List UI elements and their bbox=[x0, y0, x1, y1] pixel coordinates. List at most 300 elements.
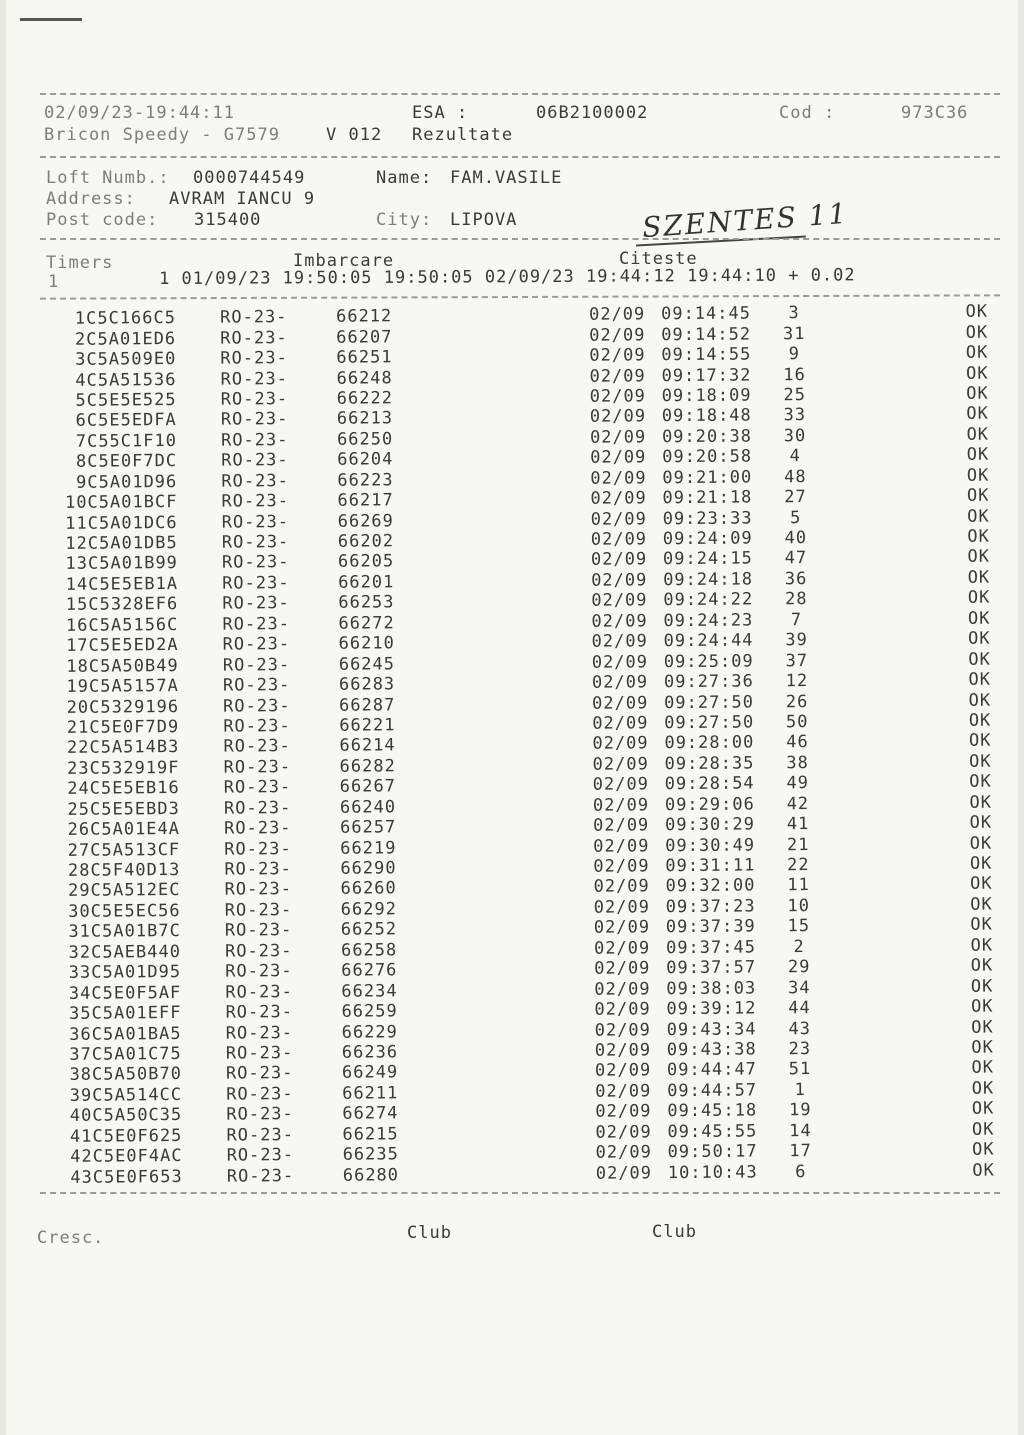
status: OK bbox=[966, 444, 990, 466]
arrival-date: 02/09 bbox=[592, 754, 649, 775]
arrival-date: 02/09 bbox=[594, 999, 651, 1020]
position: 17 bbox=[789, 1141, 812, 1162]
ring-code: C5A01BA5 bbox=[91, 1023, 182, 1045]
ring-series: RO-23- bbox=[220, 368, 289, 390]
ring-number: 66258 bbox=[340, 940, 398, 961]
ring-number: 66283 bbox=[338, 674, 396, 695]
row-index: 7 bbox=[75, 431, 88, 452]
status: OK bbox=[966, 404, 989, 425]
print-datetime: 02/09/23-19:44:11 bbox=[44, 103, 235, 123]
position: 43 bbox=[788, 1018, 811, 1039]
arrival-time: 09:31:11 bbox=[665, 855, 756, 877]
postcode-value: 315400 bbox=[194, 210, 262, 230]
position: 27 bbox=[784, 487, 807, 508]
arrival-time: 09:44:47 bbox=[666, 1059, 757, 1081]
arrival-date: 02/09 bbox=[594, 958, 651, 979]
arrival-time: 09:24:22 bbox=[663, 589, 754, 611]
club-label-1: Club bbox=[407, 1223, 452, 1243]
row-index: 22 bbox=[66, 738, 90, 759]
arrival-time: 09:24:23 bbox=[663, 610, 754, 631]
ring-code: C5A509E0 bbox=[86, 349, 177, 370]
ring-series: RO-23- bbox=[222, 654, 291, 676]
ring-series: RO-23- bbox=[224, 879, 293, 901]
arrival-time: 09:43:38 bbox=[666, 1039, 757, 1061]
ring-number: 66222 bbox=[336, 388, 393, 409]
row-index: 31 bbox=[68, 922, 91, 943]
arrival-date: 02/09 bbox=[594, 1040, 652, 1061]
ring-code: C5A51536 bbox=[86, 369, 177, 391]
arrival-time: 09:27:36 bbox=[663, 671, 754, 693]
arrival-date: 02/09 bbox=[591, 672, 649, 693]
position: 4 bbox=[789, 446, 801, 467]
ring-series: RO-23- bbox=[225, 961, 293, 982]
arrival-date: 02/09 bbox=[589, 406, 647, 428]
position: 48 bbox=[784, 466, 807, 487]
ring-series: RO-23- bbox=[221, 532, 290, 553]
position: 16 bbox=[783, 364, 806, 385]
status: OK bbox=[971, 1058, 995, 1079]
row-index: 21 bbox=[66, 717, 90, 738]
position: 25 bbox=[783, 385, 807, 406]
arrival-date: 02/09 bbox=[590, 529, 648, 550]
ring-series: RO-23- bbox=[223, 756, 292, 778]
ring-series: RO-23- bbox=[223, 716, 291, 737]
status: OK bbox=[970, 894, 993, 915]
arrival-date: 02/09 bbox=[593, 938, 651, 959]
ring-number: 66210 bbox=[338, 633, 395, 654]
ring-number: 66280 bbox=[342, 1164, 400, 1186]
status: OK bbox=[970, 914, 993, 936]
position: 33 bbox=[783, 405, 807, 426]
arrival-date: 02/09 bbox=[593, 897, 650, 918]
ring-number: 66248 bbox=[336, 367, 393, 389]
ring-number: 66257 bbox=[340, 817, 397, 838]
row-index: 39 bbox=[69, 1085, 93, 1106]
ring-number: 66212 bbox=[335, 306, 393, 327]
arrival-date: 02/09 bbox=[592, 733, 649, 755]
position: 29 bbox=[787, 957, 811, 978]
arrival-time: 09:21:18 bbox=[662, 487, 753, 509]
row-index: 10 bbox=[64, 492, 88, 514]
row-index: 18 bbox=[66, 656, 89, 677]
ring-code: C5A514CC bbox=[92, 1084, 183, 1106]
ring-number: 66252 bbox=[340, 919, 398, 941]
ring-series: RO-23- bbox=[226, 1083, 294, 1105]
row-index: 19 bbox=[66, 676, 90, 697]
position: 40 bbox=[784, 528, 808, 549]
arrival-date: 02/09 bbox=[590, 447, 647, 469]
ring-code: C5E0F653 bbox=[92, 1166, 183, 1188]
status: OK bbox=[969, 833, 993, 854]
ring-number: 66272 bbox=[338, 613, 395, 634]
arrival-date: 02/09 bbox=[589, 386, 646, 407]
position: 47 bbox=[784, 548, 808, 569]
status: OK bbox=[965, 301, 989, 323]
ring-number: 66217 bbox=[337, 490, 394, 511]
row-index: 37 bbox=[69, 1044, 92, 1065]
status: OK bbox=[970, 996, 994, 1017]
arrival-date: 02/09 bbox=[595, 1162, 653, 1184]
arrival-date: 02/09 bbox=[594, 1019, 651, 1041]
arrival-time: 09:37:23 bbox=[665, 896, 756, 918]
status: OK bbox=[967, 547, 991, 568]
arrival-date: 02/09 bbox=[589, 324, 646, 346]
results-body bbox=[48, 302, 995, 1188]
position: 21 bbox=[786, 834, 810, 855]
ring-code: C5A50B49 bbox=[88, 655, 179, 677]
ring-series: RO-23- bbox=[220, 409, 289, 431]
ring-number: 66213 bbox=[336, 408, 394, 430]
ring-number: 66274 bbox=[342, 1103, 399, 1124]
position: 5 bbox=[789, 507, 802, 528]
loft-number-value: 0000744549 bbox=[193, 168, 306, 188]
name-value: FAM.VASILE bbox=[450, 168, 563, 188]
results-table bbox=[48, 302, 995, 1188]
ring-series: RO-23- bbox=[223, 736, 291, 758]
ring-series: RO-23- bbox=[224, 940, 293, 962]
status: OK bbox=[966, 465, 990, 486]
row-index: 41 bbox=[69, 1126, 93, 1147]
arrival-time: 09:14:55 bbox=[661, 344, 752, 366]
row-index: 12 bbox=[65, 533, 88, 554]
status: OK bbox=[967, 608, 991, 629]
position: 19 bbox=[788, 1100, 812, 1121]
arrival-time: 09:45:18 bbox=[667, 1100, 758, 1122]
ring-series: RO-23- bbox=[222, 593, 290, 614]
position: 1 bbox=[794, 1079, 806, 1101]
ring-series: RO-23- bbox=[226, 1145, 295, 1166]
status: OK bbox=[968, 731, 992, 752]
ring-code: C5E5ED2A bbox=[88, 635, 179, 656]
position: 12 bbox=[785, 671, 809, 692]
ring-code: C5A01D96 bbox=[87, 471, 178, 493]
arrival-date: 02/09 bbox=[588, 304, 646, 325]
arrival-time: 09:20:58 bbox=[662, 446, 753, 468]
status: OK bbox=[969, 853, 993, 874]
arrival-time: 09:29:06 bbox=[664, 794, 755, 815]
ring-code: C5E0F4AC bbox=[92, 1146, 183, 1167]
arrival-date: 02/09 bbox=[594, 1060, 652, 1082]
ring-number: 66207 bbox=[336, 326, 393, 348]
position: 14 bbox=[789, 1120, 812, 1141]
arrival-time: 09:20:38 bbox=[661, 426, 752, 448]
status: OK bbox=[971, 1078, 995, 1099]
ring-series: RO-23- bbox=[220, 429, 289, 451]
arrival-time: 09:28:35 bbox=[664, 753, 755, 775]
position: 51 bbox=[788, 1059, 812, 1080]
position: 39 bbox=[785, 630, 808, 651]
arrival-time: 09:30:29 bbox=[664, 814, 756, 836]
ring-code: C5A01EFF bbox=[91, 1003, 182, 1024]
ring-number: 66249 bbox=[341, 1062, 399, 1084]
address-label: Address: bbox=[46, 189, 136, 209]
ring-series: RO-23- bbox=[221, 491, 290, 512]
arrival-time: 09:39:12 bbox=[666, 998, 757, 1020]
arrival-date: 02/09 bbox=[594, 978, 651, 1000]
status: OK bbox=[966, 485, 990, 506]
arrival-date: 02/09 bbox=[593, 856, 650, 877]
row-index: 9 bbox=[76, 472, 88, 493]
status: OK bbox=[967, 587, 991, 609]
club-label-2: Club bbox=[652, 1222, 697, 1242]
status: OK bbox=[967, 567, 991, 588]
ring-series: RO-23- bbox=[221, 552, 290, 574]
arrival-time: 09:37:39 bbox=[665, 916, 756, 938]
arrival-time: 09:24:18 bbox=[663, 569, 754, 591]
ring-code: C5A5157A bbox=[88, 676, 179, 697]
arrival-date: 02/09 bbox=[590, 549, 648, 571]
esa-label: ESA : bbox=[412, 103, 469, 123]
position: 23 bbox=[788, 1038, 812, 1060]
device-name: Bricon Speedy - G7579 bbox=[44, 125, 280, 145]
row-index: 4 bbox=[75, 370, 87, 391]
ring-code: C5E5EDFA bbox=[86, 410, 177, 432]
arrival-time: 09:18:09 bbox=[661, 385, 752, 407]
status: OK bbox=[971, 1098, 995, 1120]
arrival-time: 09:23:33 bbox=[662, 508, 753, 529]
arrival-date: 02/09 bbox=[589, 365, 646, 387]
ring-code: C5A01C75 bbox=[91, 1043, 182, 1065]
timer-index: 1 bbox=[48, 272, 60, 292]
ring-number: 66201 bbox=[338, 572, 395, 593]
ring-number: 66267 bbox=[339, 776, 397, 798]
arrival-time: 10:10:43 bbox=[667, 1162, 758, 1183]
position: 6 bbox=[795, 1161, 807, 1182]
ring-series: RO-23- bbox=[222, 634, 291, 655]
ring-code: C5E0F7DC bbox=[87, 451, 178, 472]
ring-number: 66229 bbox=[341, 1021, 398, 1043]
status: OK bbox=[966, 424, 990, 445]
status: OK bbox=[969, 751, 992, 772]
ring-series: RO-23- bbox=[225, 1063, 294, 1085]
ring-series: RO-23- bbox=[223, 695, 291, 717]
position: 9 bbox=[788, 344, 801, 365]
ring-number: 66245 bbox=[338, 653, 396, 675]
status: OK bbox=[968, 710, 992, 731]
ring-code: C5AEB440 bbox=[90, 941, 182, 963]
arrival-time: 09:14:45 bbox=[660, 303, 752, 325]
ring-code: C5A512EC bbox=[90, 880, 181, 902]
position: 34 bbox=[788, 977, 811, 998]
row-index: 2 bbox=[74, 329, 87, 350]
row-index: 38 bbox=[69, 1065, 93, 1086]
arrival-time: 09:27:50 bbox=[664, 691, 755, 713]
device-version: V 012 bbox=[326, 125, 383, 145]
arrival-date: 02/09 bbox=[595, 1142, 652, 1163]
row-index: 36 bbox=[69, 1024, 92, 1045]
ring-code: C5A01B99 bbox=[87, 553, 178, 575]
ring-code: C5E5EC56 bbox=[90, 900, 181, 922]
ring-code: C5E5EBD3 bbox=[89, 798, 180, 820]
separator bbox=[40, 1192, 1000, 1194]
city-label: City: bbox=[376, 210, 433, 230]
arrival-time: 09:43:34 bbox=[666, 1018, 757, 1040]
arrival-date: 02/09 bbox=[593, 876, 650, 898]
printout-sheet bbox=[6, 0, 1018, 1435]
status: OK bbox=[968, 628, 991, 650]
arrival-date: 02/09 bbox=[593, 835, 650, 857]
ring-number: 66236 bbox=[341, 1042, 399, 1063]
arrival-time: 09:18:48 bbox=[661, 405, 752, 427]
arrival-time: 09:50:17 bbox=[667, 1141, 758, 1163]
ring-series: RO-23- bbox=[226, 1165, 295, 1187]
ring-series: RO-23- bbox=[223, 797, 292, 819]
status: OK bbox=[971, 1119, 995, 1140]
status: OK bbox=[970, 935, 994, 956]
position: 38 bbox=[786, 752, 809, 774]
arrival-date: 02/09 bbox=[592, 713, 649, 734]
ring-code: C5A01E4A bbox=[90, 819, 181, 840]
row-index: 33 bbox=[68, 962, 92, 984]
position: 28 bbox=[784, 589, 808, 610]
ring-code: C5C166C5 bbox=[86, 308, 177, 329]
ring-code: C5A01D95 bbox=[91, 962, 182, 983]
status: OK bbox=[969, 874, 993, 895]
status: OK bbox=[968, 690, 992, 711]
arrival-time: 09:24:44 bbox=[663, 630, 754, 652]
arrival-date: 02/09 bbox=[591, 611, 648, 632]
ring-number: 66269 bbox=[337, 510, 394, 532]
ring-code: C5E5E525 bbox=[86, 389, 177, 411]
ring-number: 66250 bbox=[336, 429, 394, 450]
ring-series: RO-23- bbox=[224, 859, 292, 880]
status: OK bbox=[965, 363, 989, 384]
ring-code: C5A01B7C bbox=[90, 921, 181, 943]
ring-series: RO-23- bbox=[225, 1043, 294, 1064]
row-index: 17 bbox=[66, 635, 89, 657]
row-index: 28 bbox=[67, 860, 91, 881]
ring-number: 66251 bbox=[336, 347, 393, 368]
row-index: 11 bbox=[65, 513, 88, 534]
arrival-time: 09:21:00 bbox=[662, 467, 753, 488]
position: 7 bbox=[790, 609, 803, 630]
ring-series: RO-23- bbox=[219, 307, 288, 328]
timer-line: 1 01/09/23 19:50:05 19:50:05 02/09/23 19:44:12 19:44:10 + 0.02 bbox=[159, 265, 856, 289]
ring-code: C5F40D13 bbox=[90, 860, 181, 881]
ring-code: C5A50B70 bbox=[91, 1064, 182, 1086]
ring-number: 66260 bbox=[340, 878, 397, 900]
imbarcare-label: Imbarcare bbox=[293, 251, 395, 271]
ring-number: 66202 bbox=[337, 531, 395, 552]
separator bbox=[40, 156, 1000, 158]
report-title: Rezultate bbox=[412, 125, 514, 145]
status: OK bbox=[969, 771, 992, 793]
timers-label: Timers bbox=[46, 253, 114, 273]
row-index: 34 bbox=[68, 983, 92, 1004]
ring-number: 66290 bbox=[340, 858, 397, 879]
ring-code: C5329196 bbox=[89, 696, 180, 718]
arrival-date: 02/09 bbox=[592, 692, 649, 714]
arrival-date: 02/09 bbox=[590, 488, 647, 509]
status: OK bbox=[967, 506, 990, 527]
status: OK bbox=[967, 526, 990, 547]
ring-number: 66235 bbox=[342, 1144, 399, 1165]
ring-series: RO-23- bbox=[226, 1104, 294, 1125]
arrival-time: 09:17:32 bbox=[661, 365, 752, 386]
arrival-date: 02/09 bbox=[590, 468, 647, 489]
status: OK bbox=[965, 322, 989, 343]
separator bbox=[40, 294, 1000, 299]
position: 2 bbox=[793, 936, 805, 957]
position: 50 bbox=[785, 712, 809, 733]
ring-code: C5A514B3 bbox=[89, 737, 180, 759]
row-index: 20 bbox=[66, 697, 90, 718]
arrival-time: 09:28:54 bbox=[664, 773, 755, 795]
row-index: 27 bbox=[67, 840, 91, 861]
cresc-label: Cresc. bbox=[37, 1228, 105, 1248]
ring-number: 66253 bbox=[338, 592, 395, 614]
arrival-date: 02/09 bbox=[592, 774, 650, 796]
row-index: 42 bbox=[70, 1146, 93, 1168]
row-index: 23 bbox=[67, 758, 90, 779]
arrival-time: 09:28:00 bbox=[664, 732, 755, 754]
corner-pen-mark bbox=[20, 18, 82, 21]
row-index: 30 bbox=[68, 901, 91, 922]
row-index: 15 bbox=[65, 595, 89, 616]
position: 26 bbox=[785, 691, 809, 712]
separator bbox=[40, 238, 1000, 240]
position: 49 bbox=[786, 773, 810, 794]
ring-code: C5A513CF bbox=[90, 839, 181, 861]
row-index: 13 bbox=[65, 554, 89, 575]
ring-number: 66292 bbox=[340, 899, 397, 920]
ring-series: RO-23- bbox=[225, 1002, 294, 1023]
row-index: 5 bbox=[75, 390, 87, 411]
ring-code: C5A01DC6 bbox=[87, 512, 178, 534]
loft-number-label: Loft Numb.: bbox=[46, 168, 170, 188]
arrival-date: 02/09 bbox=[591, 651, 649, 673]
ring-number: 66276 bbox=[341, 960, 398, 981]
position: 46 bbox=[786, 732, 809, 753]
row-index: 16 bbox=[65, 615, 89, 636]
ring-number: 66287 bbox=[339, 694, 396, 716]
ring-series: RO-23- bbox=[224, 818, 292, 839]
arrival-time: 09:37:45 bbox=[665, 937, 757, 958]
cod-label: Cod : bbox=[779, 103, 836, 123]
row-index: 1 bbox=[74, 308, 87, 330]
ring-series: RO-23- bbox=[222, 573, 290, 594]
ring-code: C532919F bbox=[89, 757, 180, 779]
arrival-date: 02/09 bbox=[589, 427, 647, 448]
row-index: 6 bbox=[75, 411, 87, 432]
row-index: 40 bbox=[69, 1105, 93, 1127]
arrival-date: 02/09 bbox=[595, 1122, 652, 1143]
status: OK bbox=[968, 649, 991, 670]
ring-code: C5A01BCF bbox=[87, 492, 178, 513]
city-value: LIPOVA bbox=[450, 210, 518, 230]
ring-series: RO-23- bbox=[221, 470, 289, 492]
status: OK bbox=[972, 1160, 995, 1181]
arrival-time: 09:45:55 bbox=[667, 1121, 758, 1142]
status: OK bbox=[970, 955, 994, 976]
address-value: AVRAM IANCU 9 bbox=[169, 189, 316, 209]
row-index: 35 bbox=[68, 1003, 92, 1024]
position: 11 bbox=[787, 875, 810, 896]
postcode-label: Post code: bbox=[46, 210, 159, 230]
position: 30 bbox=[783, 425, 807, 447]
citeste-label: Citeste bbox=[619, 249, 698, 269]
status: OK bbox=[972, 1139, 995, 1160]
ring-series: RO-23- bbox=[226, 1124, 294, 1146]
arrival-date: 02/09 bbox=[592, 815, 650, 836]
status: OK bbox=[971, 1017, 994, 1038]
position: 15 bbox=[787, 916, 811, 937]
status: OK bbox=[971, 1037, 994, 1058]
ring-series: RO-23- bbox=[224, 900, 293, 921]
ring-series: RO-23- bbox=[220, 348, 288, 369]
status: OK bbox=[970, 976, 994, 997]
ring-code: C5A01ED6 bbox=[86, 328, 177, 350]
